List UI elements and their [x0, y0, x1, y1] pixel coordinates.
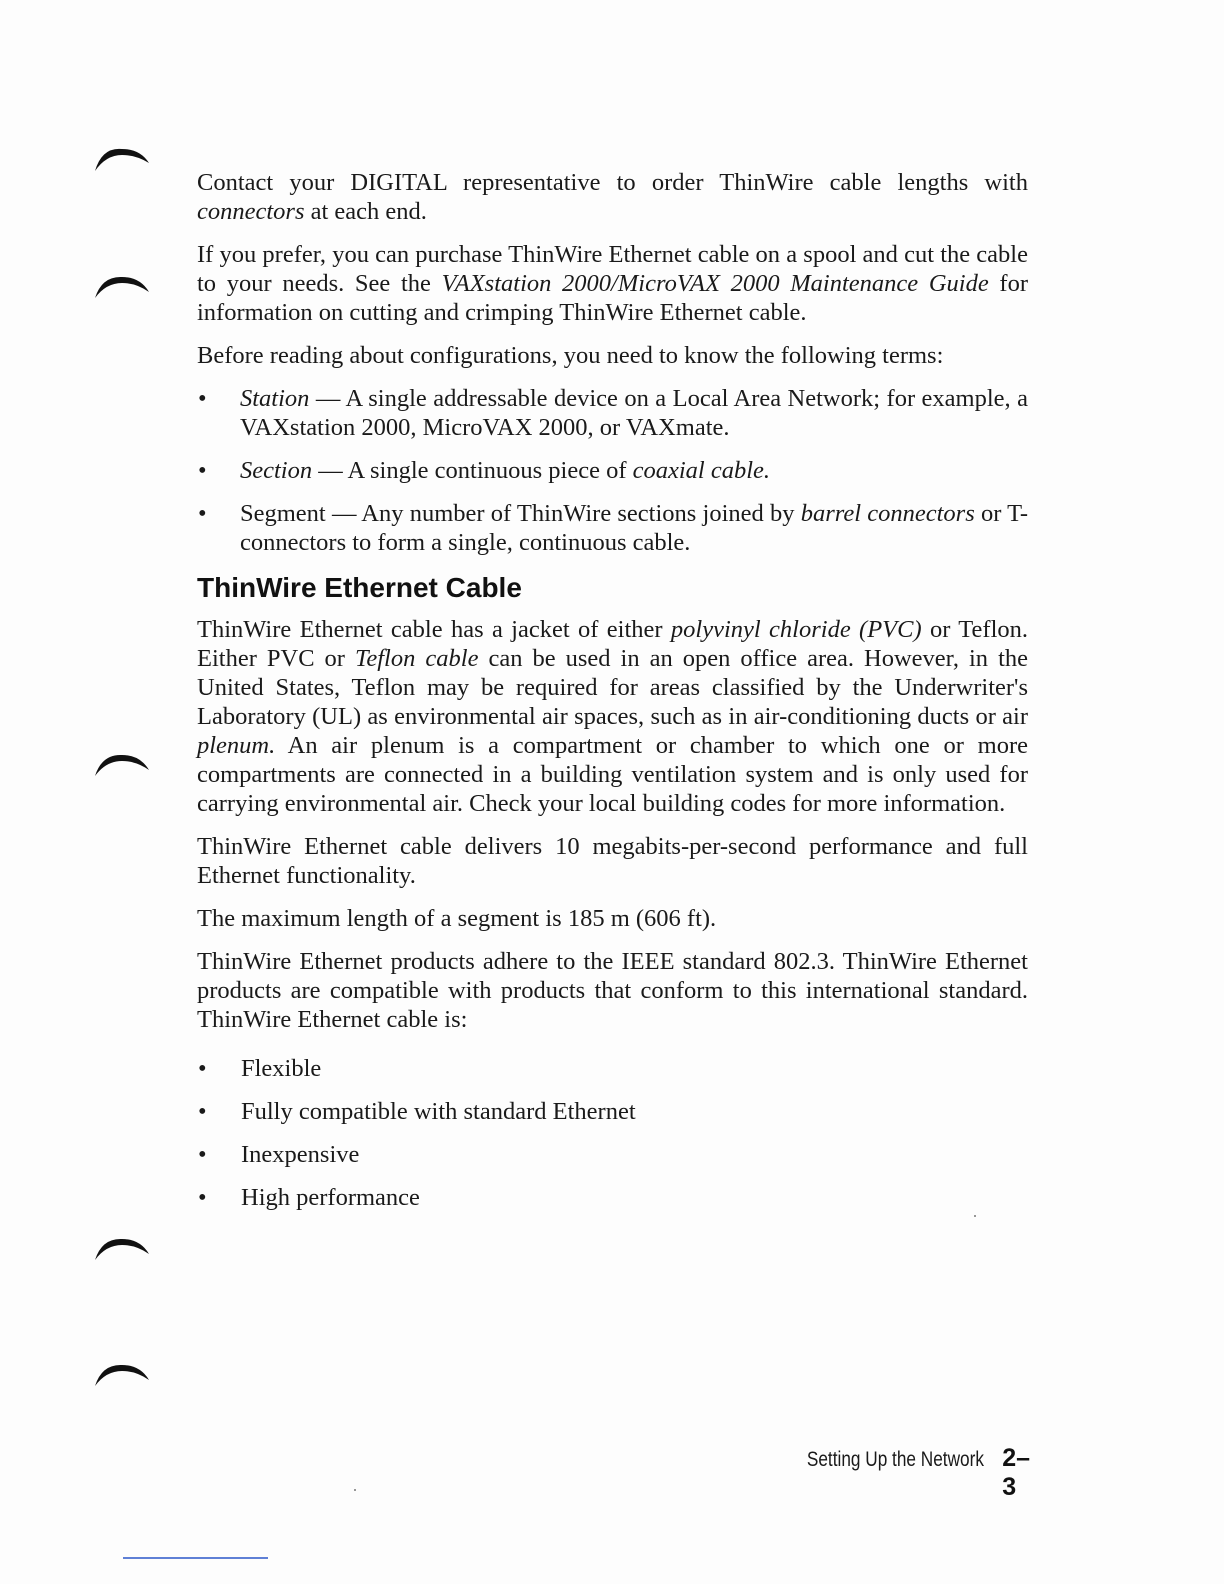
text-run: Contact your DIGITAL representative to order ThinWire cable lengths with	[197, 169, 1028, 196]
list-item	[197, 1140, 1028, 1169]
paragraph-ieee: ThinWire Ethernet products adhere to the IEEE standard 802.3. ThinWire Ethernet products are compatible with products that conform to this international standard. ThinWire Ethernet cable is:	[197, 948, 1028, 1033]
list-item	[197, 499, 1028, 557]
binder-hole-mark	[92, 1358, 152, 1388]
italic-term: coaxial cable.	[632, 457, 771, 484]
text-run: or Teflon. Either PVC or	[197, 616, 1029, 672]
binder-hole-mark	[92, 143, 152, 173]
italic-book-title: VAXstation 2000/MicroVAX 2000 Maintenance Guide	[441, 270, 989, 297]
italic-term: polyvinyl chloride (PVC)	[670, 616, 922, 643]
text-run: at each end.	[304, 198, 427, 225]
term-definition: — A single continuous piece of	[312, 457, 633, 484]
paragraph-spool	[197, 240, 1028, 327]
scan-edge-line	[123, 1557, 268, 1559]
bullet-icon: •	[198, 457, 207, 484]
page-body	[197, 168, 1028, 1226]
list-item	[197, 384, 1028, 442]
term-definition: — A single addressable device on a Local Area Network; for example, a VAXstation 2000, MicroVAX 2000, or VAXmate.	[240, 385, 1028, 441]
text-run: for information on cutting and crimping ThinWire Ethernet cable.	[197, 270, 1028, 326]
features-list	[197, 1054, 1028, 1212]
bullet-icon: •	[198, 385, 207, 412]
term-label: Segment	[240, 500, 326, 527]
bullet-icon: •	[198, 500, 207, 527]
term-definition: — Any number of ThinWire sections joined by	[325, 500, 801, 527]
terms-list	[197, 384, 1028, 557]
page-number: 2–3	[1002, 1444, 1030, 1501]
bullet-icon: •	[198, 1098, 207, 1125]
list-item	[197, 1183, 1028, 1212]
binder-hole-mark	[92, 1232, 152, 1262]
term-label: Section	[240, 457, 313, 484]
scan-speck	[354, 1489, 356, 1491]
feature-label: Flexible	[241, 1055, 322, 1082]
bullet-icon: •	[198, 1184, 207, 1211]
list-item	[197, 1054, 1028, 1083]
text-run: can be used in an open office area. However, in the United States, Teflon may be required for areas classified by the Underwriter's Laboratory (UL) as environmental air spaces, such as in air-conditioning ducts or air	[197, 645, 1029, 730]
page-footer	[772, 1444, 1030, 1502]
paragraph-order-cable	[197, 168, 1028, 226]
list-item	[197, 1097, 1028, 1126]
paragraph-max-length: The maximum length of a segment is 185 m (606 ft).	[197, 905, 717, 932]
paragraph-performance: ThinWire Ethernet cable delivers 10 megabits-per-second performance and full Ethernet functionality.	[197, 833, 1028, 889]
binder-hole-mark	[92, 748, 152, 778]
term-label: Station	[240, 385, 310, 412]
term-definition-tail: or T-connectors to form a single, continuous cable.	[240, 500, 1028, 556]
text-run: An air plenum is a compartment or chamber to which one or more compartments are connected in a building ventilation system and is only used for carrying environmental air. Check your local building codes for more information.	[197, 732, 1028, 817]
italic-term: plenum.	[197, 732, 276, 759]
feature-label: High performance	[241, 1184, 420, 1211]
paragraph-jacket	[197, 615, 1028, 818]
section-heading: ThinWire Ethernet Cable	[197, 572, 522, 603]
feature-label: Inexpensive	[241, 1141, 360, 1168]
chapter-title: Setting Up the Network	[807, 1448, 985, 1471]
feature-label: Fully compatible with standard Ethernet	[241, 1098, 636, 1125]
bullet-icon: •	[198, 1141, 207, 1168]
italic-term: connectors	[197, 198, 305, 225]
bullet-icon: •	[198, 1055, 207, 1082]
text-run: If you prefer, you can purchase ThinWire Ethernet cable on a spool and cut the cable to your needs. See the	[197, 241, 1028, 297]
italic-term: Teflon cable	[355, 645, 479, 672]
text-run: ThinWire Ethernet cable has a jacket of either	[197, 616, 671, 643]
list-item	[197, 456, 1028, 485]
scan-speck	[974, 1215, 976, 1217]
binder-hole-mark	[92, 270, 152, 300]
paragraph-terms-intro: Before reading about configurations, you need to know the following terms:	[197, 342, 944, 369]
italic-term: barrel connectors	[800, 500, 975, 527]
